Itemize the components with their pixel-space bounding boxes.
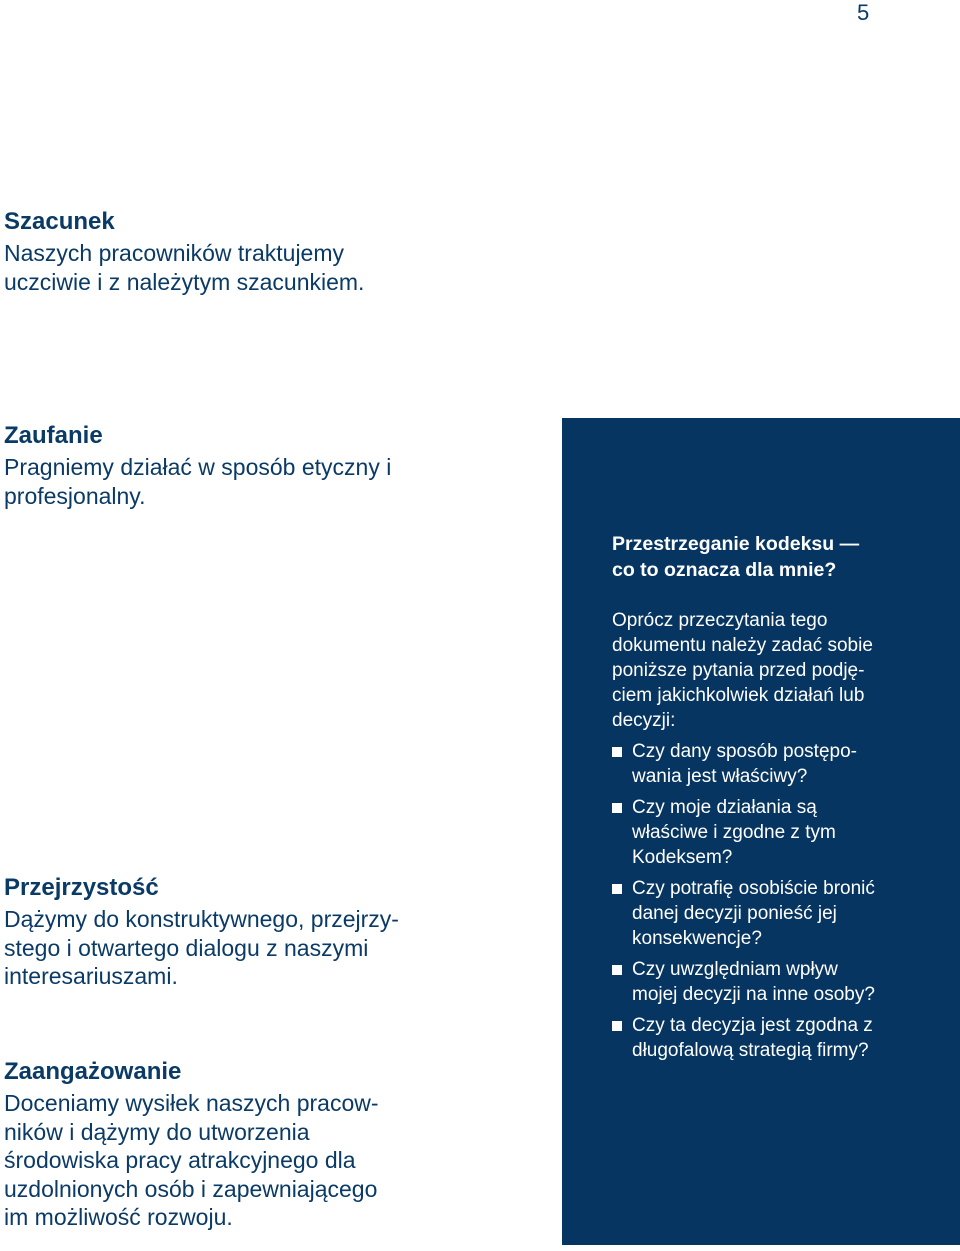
question-text: Czy potrafię osobiście bronić danej decyzji ponieść jej konsekwencje?: [632, 878, 875, 949]
question-text: Czy uwzględniam wpływ mojej decyzji na inne osoby?: [632, 959, 875, 1005]
page-number: 5: [857, 0, 870, 25]
section-text: Pragniemy działać w sposób etyczny i profesjonalny.: [4, 454, 392, 509]
question-text: Czy ta decyzja jest zgodna z długofalową strategią firmy?: [632, 1015, 873, 1061]
section-przejrzystosc: [4, 873, 444, 991]
square-bullet-icon: [612, 965, 622, 975]
panel-title: Przestrzeganie kodeksu — co to oznacza dla mnie?: [612, 533, 860, 581]
section-heading: Przejrzystość: [4, 874, 159, 901]
section-heading: Zaufanie: [4, 422, 103, 449]
square-bullet-icon: [612, 747, 622, 757]
square-bullet-icon: [612, 884, 622, 894]
square-bullet-icon: [612, 803, 622, 813]
section-heading: Zaangażowanie: [4, 1058, 182, 1085]
panel-intro: Oprócz przeczytania tego dokumentu należy zadać sobie poniższe pytania przed podję- ciem jakichkolwiek działań lub decyzji:: [612, 610, 873, 731]
question-text: Czy moje działania są właściwe i zgodne z tym Kodeksem?: [632, 797, 836, 868]
section-text: Dążymy do konstruktywnego, przejrzy- stego i otwartego dialogu z naszymi interesariuszami.: [4, 906, 399, 989]
code-compliance-panel: [562, 418, 960, 1245]
section-zaufanie: [4, 421, 444, 510]
question-item: [612, 1013, 912, 1063]
section-text: Naszych pracowników traktujemy uczciwie i z należytym szacunkiem.: [4, 240, 365, 295]
question-list: [612, 739, 912, 1063]
section-zaangazowanie: [4, 1057, 444, 1232]
question-item: [612, 957, 912, 1007]
section-text: Doceniamy wysiłek naszych pracow- ników i dążymy do utworzenia środowiska pracy atrakcyjnego dla uzdolnionych osób i zapewniającego im możliwość rozwoju.: [4, 1090, 379, 1230]
section-heading: Szacunek: [4, 208, 115, 235]
panel-content: [612, 531, 912, 1069]
question-text: Czy dany sposób postępo- wania jest właściwy?: [632, 741, 857, 787]
square-bullet-icon: [612, 1021, 622, 1031]
question-item: [612, 795, 912, 870]
question-item: [612, 876, 912, 951]
section-szacunek: [4, 207, 444, 296]
question-item: [612, 739, 912, 789]
